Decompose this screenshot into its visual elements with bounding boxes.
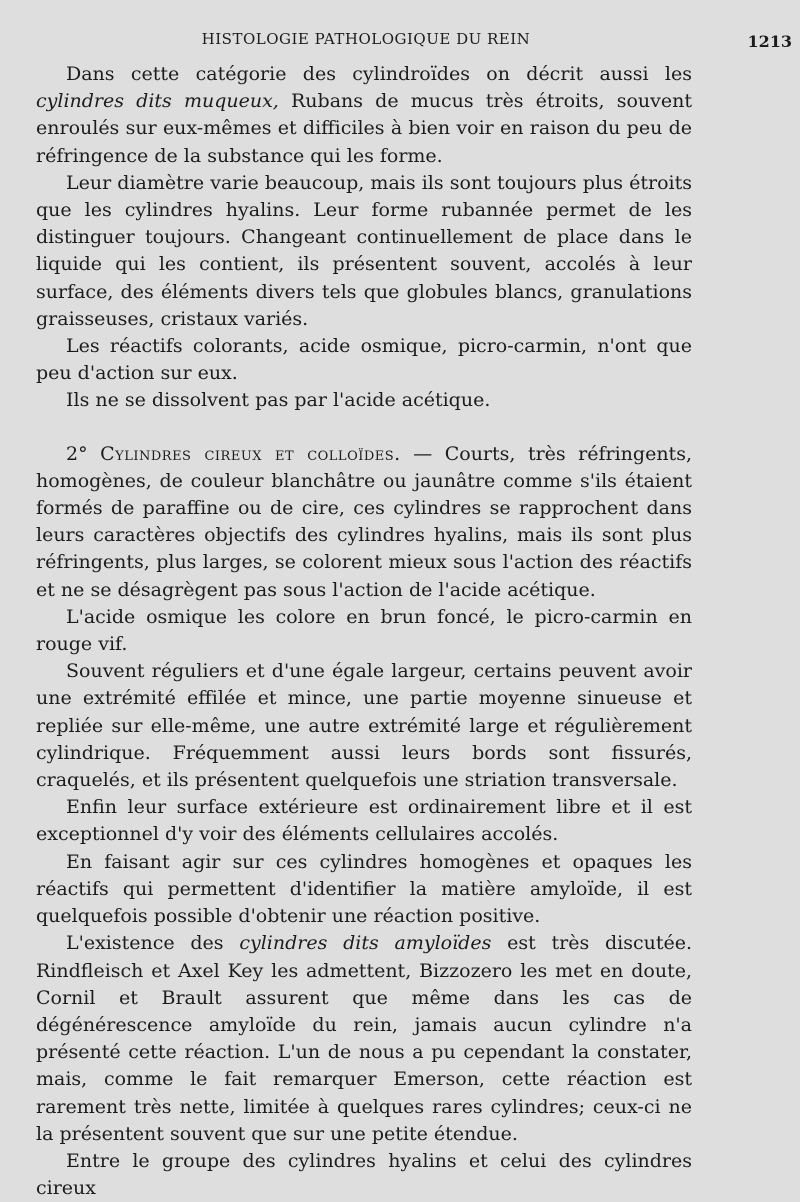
paragraph-10-start: L'existence des [66, 932, 240, 955]
paragraph-5 [36, 441, 692, 604]
paragraph-2: Leur diamètre varie beaucoup, mais ils sont toujours plus étroits que les cylindres hyalins. Leur forme rubannée permet de les distinguer toujours. Changeant continuellement de place dans le liquide qui les contient, ils présentent souvent, accolés à leur surface, des éléments divers tels que globules blancs, granulations graisseuses, cristaux variés. [36, 171, 692, 330]
running-head: HISTOLOGIE PATHOLOGIQUE DU REIN [201, 30, 531, 48]
paragraph-5-text: — Courts, très réfringents, homogènes, de couleur blanchâtre ou jaunâtre comme s'ils étaient formés de paraffine ou de cire, ces cylindres se rapprochent dans leurs caractères objectifs des cylindres hyalins, mais ils sont plus réfringents, plus larges, se colorent mieux sous l'action des réactifs et ne se désagrègent pas sous l'action de l'acide acétique. [36, 442, 692, 601]
paragraph-10 [36, 930, 692, 1148]
page-number: 1213 [747, 32, 792, 51]
term-cylindres-muqueux: cylindres dits muqueux, [36, 90, 279, 113]
paragraph-6: L'acide osmique les colore en brun foncé, le picro-carmin en rouge vif. [36, 605, 692, 656]
paragraph-7: Souvent réguliers et d'une égale largeur, certains peuvent avoir une extrémité effilée et mince, une partie moyenne sinueuse et repliée sur elle-même, une autre extrémité large et régulièrement cylindrique. Fréquemment aussi leurs bords sont fissurés, craquelés, et ils présentent quelquefois une striation transversale. [36, 660, 692, 792]
paragraph-4: Ils ne se dissolvent pas par l'acide acétique. [66, 389, 491, 412]
paragraph-1-start: Dans cette catégorie des cylindroïdes on décrit aussi les [66, 63, 692, 85]
section-heading: Cylindres cireux et colloïdes. [100, 442, 401, 465]
paragraph-11: Entre le groupe des cylindres hyalins et celui des cylindres cireux [36, 1149, 692, 1200]
body-text [36, 61, 692, 1202]
paragraph-3: Les réactifs colorants, acide osmique, picro-carmin, n'ont que peu d'action sur eux. [36, 335, 692, 385]
paragraph-1 [36, 61, 692, 170]
paragraph-1-end: Rubans de mucus très étroits, souvent enroulés sur eux-mêmes et difficiles à bien voir en raison du peu de réfringence de la substance qui les forme. [36, 90, 692, 167]
page-header [36, 28, 792, 52]
section-number: 2° [66, 442, 101, 465]
term-cylindres-amyloides: cylindres dits amyloïdes [239, 932, 492, 955]
paragraph-9: En faisant agir sur ces cylindres homogènes et opaques les réactifs qui permettent d'identifier la matière amyloïde, il est quelquefois possible d'obtenir une réaction positive. [36, 850, 692, 928]
paragraph-8: Enfin leur surface extérieure est ordinairement libre et il est exceptionnel d'y voir des éléments cellulaires accolés. [36, 796, 692, 846]
paragraph-10-end: est très discutée. Rindfleisch et Axel Key les admettent, Bizzozero les met en doute, Cornil et Brault assurent que même dans les cas de dégénérescence amyloïde du rein, jamais aucun cylindre n'a présenté cette réaction. L'un de nous a pu cependant la constater, mais, comme le fait remarquer Emerson, cette réaction est rarement très nette, limitée à quelques rares cylindres; ceux-ci ne la présentent souvent que sur une petite étendue. [36, 932, 692, 1145]
